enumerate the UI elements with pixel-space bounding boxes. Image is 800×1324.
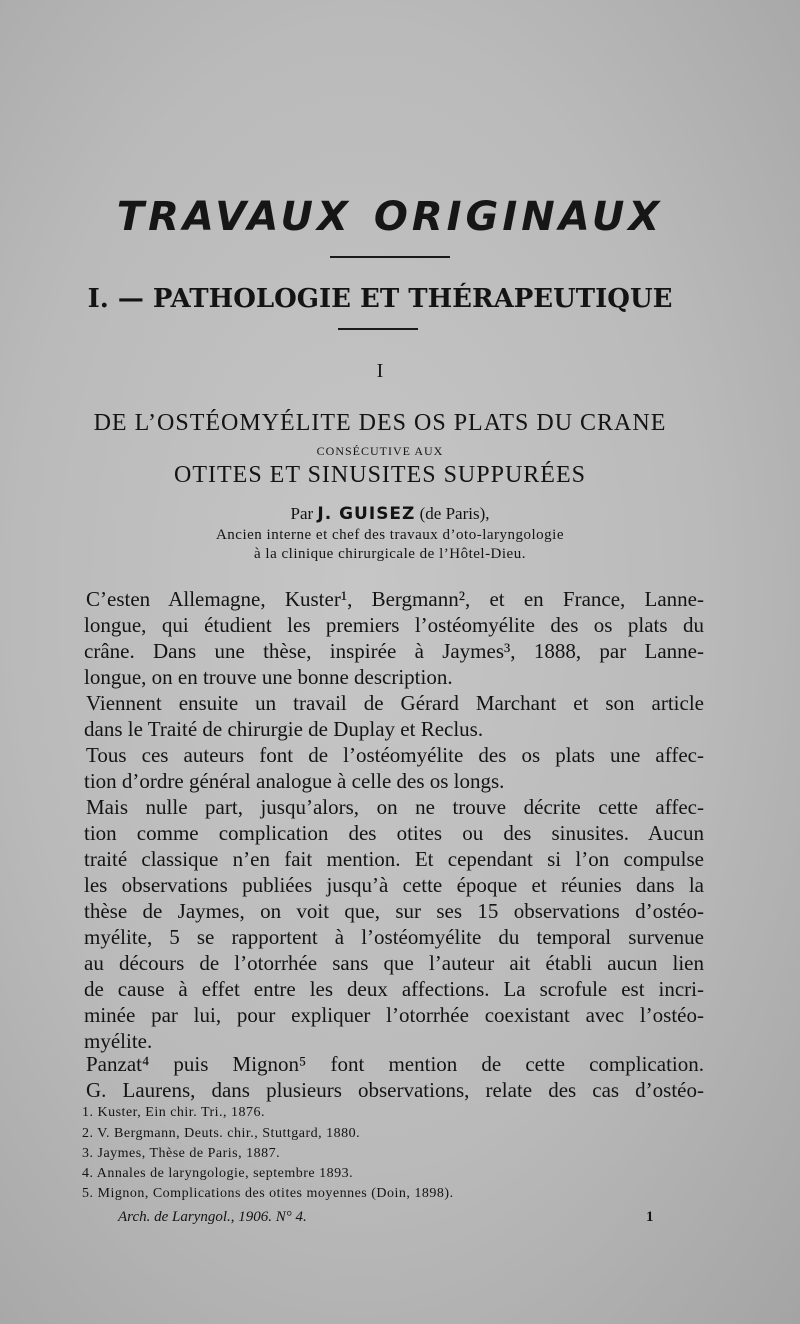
body-line: dans le Traité de chirurgie de Duplay et Reclus. <box>84 717 484 741</box>
body-line: au décours de l’otorrhée sans que l’auteur ait établi aucun lien <box>84 951 704 975</box>
body-line: longue, qui étudient les premiers l’ostéomyélite des os plats du <box>84 613 704 637</box>
body-line: myélite. <box>84 1029 153 1053</box>
title-rule <box>330 256 450 258</box>
body-line: C’esten Allemagne, Kuster¹, Bergmann², et en France, Lanne- <box>86 587 704 611</box>
footnote: 1. Kuster, Ein chir. Tri., 1876. <box>82 1105 266 1120</box>
body-line: Viennent ensuite un travail de Gérard Marchant et son article <box>86 691 704 715</box>
body-line: Tous ces auteurs font de l’ostéomyélite des os plats une affec- <box>86 743 704 767</box>
section-heading: I. — PATHOLOGIE ET THÉRAPEUTIQUE <box>87 284 673 314</box>
title-word-2: ORIGINAUX <box>373 194 664 240</box>
title-word-1: TRAVAUX <box>116 194 352 240</box>
body-line: minée par lui, pour expliquer l’otorrhée coexistant avec l’ostéo- <box>84 1003 704 1027</box>
body-line: Mais nulle part, jusqu’alors, on ne trouve décrite cette affec- <box>86 795 704 819</box>
affiliation-line-1: Ancien interne et chef des travaux d’oto-laryngologie <box>215 527 565 543</box>
body-line: traité classique n’en fait mention. Et cependant si l’on compulse <box>84 847 704 871</box>
body-line: thèse de Jaymes, on voit que, sur ses 15 observations d’ostéo- <box>84 899 704 923</box>
body-line: longue, on en trouve une bonne description. <box>84 665 453 689</box>
byline-prefix: Par <box>290 504 314 523</box>
byline <box>0 504 780 524</box>
body-line: tion d’ordre général analogue à celle des os longs. <box>84 769 505 793</box>
body-line: G. Laurens, dans plusieurs observations, relate des cas d’ostéo- <box>86 1078 704 1102</box>
footnote: 4. Annales de laryngologie, septembre 1893. <box>82 1166 354 1181</box>
footnote: 2. V. Bergmann, Deuts. chir., Stuttgard, 1880. <box>82 1126 361 1141</box>
page-number: 1 <box>646 1209 654 1225</box>
author-name: J. GUISEZ <box>317 504 416 524</box>
article-title-line-1: DE L’OSTÉOMYÉLITE DES OS PLATS DU CRANE <box>93 410 667 436</box>
body-line: de cause à effet entre les deux affections. La scrofule est incri- <box>84 977 704 1001</box>
journal-signature: Arch. de Laryngol., 1906. N° 4. <box>118 1209 307 1225</box>
body-line: Panzat⁴ puis Mignon⁵ font mention de cette complication. <box>86 1052 704 1076</box>
footnote: 3. Jaymes, Thèse de Paris, 1887. <box>82 1146 281 1161</box>
section-rule <box>338 328 418 330</box>
journal-section-title <box>0 194 780 240</box>
article-number: I <box>376 360 384 382</box>
body-line: crâne. Dans une thèse, inspirée à Jaymes³, 1888, par Lanne- <box>84 639 704 663</box>
article-title-line-2: CONSÉCUTIVE AUX <box>316 444 444 458</box>
article-title-line-3: OTITES ET SINUSITES SUPPURÉES <box>174 462 586 488</box>
footnote: 5. Mignon, Complications des otites moyennes (Doin, 1898). <box>82 1186 454 1201</box>
body-line: myélite, 5 se rapportent à l’ostéomyélite du temporal survenue <box>84 925 704 949</box>
body-line: les observations publiées jusqu’à cette époque et réunies dans la <box>84 873 704 897</box>
affiliation-line-2: à la clinique chirurgicale de l’Hôtel-Dieu. <box>254 546 526 562</box>
body-line: tion comme complication des otites ou des sinusites. Aucun <box>84 821 704 845</box>
author-place: (de Paris), <box>419 504 490 523</box>
